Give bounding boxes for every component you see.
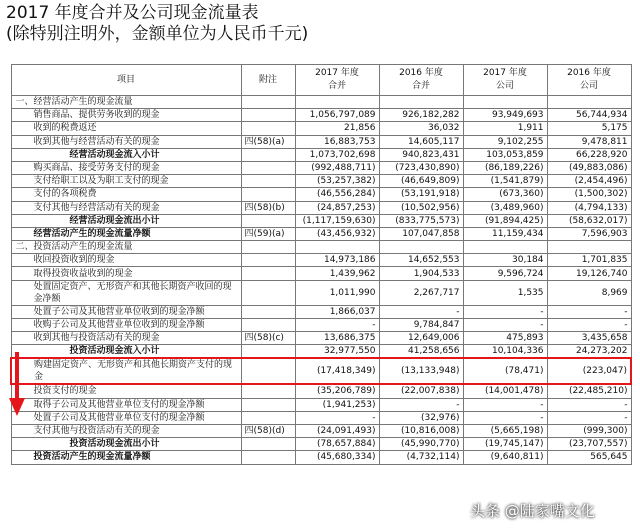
row-value: -	[547, 305, 631, 318]
row-label: 收购子公司及其他营业单位收到的现金净额	[11, 318, 241, 331]
row-value: 11,159,434	[463, 227, 547, 240]
row-note	[241, 241, 295, 254]
page-subtitle: (除特别注明外，金额单位为人民币千元)	[6, 24, 309, 44]
row-value: (833,775,573)	[379, 214, 463, 227]
table-row	[11, 280, 631, 305]
row-label: 投资支付的现金	[11, 384, 241, 398]
row-note	[241, 398, 295, 411]
row-label: 处置子公司及其他营业单位支付的现金净额	[11, 411, 241, 424]
table-row	[11, 161, 631, 174]
row-value: 19,126,740	[547, 267, 631, 280]
table-row	[11, 227, 631, 240]
row-value: (223,047)	[547, 358, 631, 384]
row-note	[241, 451, 295, 464]
table-row	[11, 358, 631, 384]
row-value: 14,973,186	[295, 254, 379, 267]
table-row	[11, 214, 631, 227]
row-label: 支付的各项税费	[11, 188, 241, 201]
row-value: (22,485,210)	[547, 384, 631, 398]
row-value: (58,632,017)	[547, 214, 631, 227]
row-value: 1,904,533	[379, 267, 463, 280]
row-note	[241, 96, 295, 109]
row-value	[547, 241, 631, 254]
cash-flow-table	[10, 64, 632, 465]
row-note	[241, 358, 295, 384]
row-value: (35,206,789)	[295, 384, 379, 398]
row-value: (3,489,960)	[463, 201, 547, 214]
row-note	[241, 438, 295, 451]
row-label: 购建固定资产、无形资产和其他长期资产支付的现金	[11, 358, 241, 384]
row-note	[241, 109, 295, 122]
header-note: 附注	[241, 65, 295, 96]
table-row	[11, 332, 631, 345]
row-value: -	[295, 318, 379, 331]
row-value: 565,645	[547, 451, 631, 464]
row-value: (45,680,334)	[295, 451, 379, 464]
page-title: 2017 年度合并及公司现金流量表	[6, 3, 259, 23]
row-label: 经营活动现金流入小计	[11, 148, 241, 161]
row-value: 13,686,375	[295, 332, 379, 345]
row-value: (43,456,932)	[295, 227, 379, 240]
row-value: 7,596,903	[547, 227, 631, 240]
row-label: 处置子公司及其他营业单位收到的现金净额	[11, 305, 241, 318]
row-value: (4,732,114)	[379, 451, 463, 464]
row-value: 32,977,550	[295, 345, 379, 359]
row-note	[241, 214, 295, 227]
row-value: (78,657,884)	[295, 438, 379, 451]
row-value: 8,969	[547, 280, 631, 305]
row-value: -	[379, 398, 463, 411]
table-row	[11, 122, 631, 135]
table-row	[11, 384, 631, 398]
table-row	[11, 201, 631, 214]
row-label: 支付其他与经营活动有关的现金	[11, 201, 241, 214]
row-value	[295, 241, 379, 254]
header-item: 项目	[11, 65, 241, 96]
table-row	[11, 267, 631, 280]
row-label: 投资活动产生的现金流量净额	[11, 451, 241, 464]
row-value: (999,300)	[547, 424, 631, 437]
row-note	[241, 411, 295, 424]
header-2017-consolidated: 2017 年度 合并	[295, 65, 379, 96]
row-label: 购买商品、接受劳务支付的现金	[11, 161, 241, 174]
row-note	[241, 280, 295, 305]
row-value: 36,032	[379, 122, 463, 135]
table-row	[11, 135, 631, 148]
row-note: 四(58)(a)	[241, 135, 295, 148]
row-value	[463, 241, 547, 254]
row-value: 9,102,255	[463, 135, 547, 148]
row-value: -	[295, 411, 379, 424]
row-value: 3,435,658	[547, 332, 631, 345]
header-2016-company: 2016 年度 公司	[547, 65, 631, 96]
table-header-row	[11, 65, 631, 96]
row-value: 30,184	[463, 254, 547, 267]
row-value: 107,047,858	[379, 227, 463, 240]
row-value: 940,823,431	[379, 148, 463, 161]
row-value: (91,894,425)	[463, 214, 547, 227]
row-value: 2,267,717	[379, 280, 463, 305]
row-value: 1,073,702,698	[295, 148, 379, 161]
row-label: 支付其他与投资活动有关的现金	[11, 424, 241, 437]
row-note: 四(58)(c)	[241, 332, 295, 345]
row-value: (24,857,253)	[295, 201, 379, 214]
row-value: 24,273,202	[547, 345, 631, 359]
row-value	[379, 241, 463, 254]
row-value: 16,883,753	[295, 135, 379, 148]
table-row	[11, 148, 631, 161]
row-value: (23,707,557)	[547, 438, 631, 451]
row-value: (19,745,147)	[463, 438, 547, 451]
row-label: 投资活动现金流入小计	[11, 345, 241, 359]
row-value: -	[463, 411, 547, 424]
row-note	[241, 267, 295, 280]
row-value: (45,990,770)	[379, 438, 463, 451]
row-value: -	[547, 318, 631, 331]
row-note	[241, 345, 295, 359]
row-value: (22,007,838)	[379, 384, 463, 398]
row-value: 12,649,006	[379, 332, 463, 345]
row-value: 1,866,037	[295, 305, 379, 318]
row-value: 14,605,117	[379, 135, 463, 148]
row-value	[379, 96, 463, 109]
row-label: 取得子公司及其他营业单位支付的现金净额	[11, 398, 241, 411]
row-note	[241, 148, 295, 161]
red-down-arrow-icon	[9, 352, 25, 416]
row-value: (723,430,890)	[379, 161, 463, 174]
row-label: 处置固定资产、无形资产和其他长期资产收回的现金净额	[11, 280, 241, 305]
row-note	[241, 161, 295, 174]
row-value: 21,856	[295, 122, 379, 135]
row-value: (49,883,086)	[547, 161, 631, 174]
row-label: 销售商品、提供劳务收到的现金	[11, 109, 241, 122]
row-value: 66,228,920	[547, 148, 631, 161]
row-value: (32,976)	[379, 411, 463, 424]
row-value: (46,556,284)	[295, 188, 379, 201]
row-value: 926,182,282	[379, 109, 463, 122]
row-value: -	[379, 305, 463, 318]
row-label: 经营活动现金流出小计	[11, 214, 241, 227]
row-value: -	[463, 318, 547, 331]
row-label: 支付给职工以及为职工支付的现金	[11, 175, 241, 188]
row-label: 一、经营活动产生的现金流量	[11, 96, 241, 109]
row-value: 1,011,990	[295, 280, 379, 305]
row-value: (992,488,711)	[295, 161, 379, 174]
row-value: 1,535	[463, 280, 547, 305]
row-label: 取得投资收益收到的现金	[11, 267, 241, 280]
row-value: (673,360)	[463, 188, 547, 201]
table-row	[11, 398, 631, 411]
row-label: 二、投资活动产生的现金流量	[11, 241, 241, 254]
row-value: 103,053,859	[463, 148, 547, 161]
row-value: (46,649,809)	[379, 175, 463, 188]
row-value: (4,794,133)	[547, 201, 631, 214]
table-row	[11, 345, 631, 359]
table-row	[11, 305, 631, 318]
row-value: (86,189,226)	[463, 161, 547, 174]
row-value: (10,816,008)	[379, 424, 463, 437]
row-value: 9,478,811	[547, 135, 631, 148]
row-value: (1,500,302)	[547, 188, 631, 201]
header-2017-company: 2017 年度 公司	[463, 65, 547, 96]
row-value: (9,640,811)	[463, 451, 547, 464]
table-row	[11, 109, 631, 122]
row-note	[241, 175, 295, 188]
row-value: (78,471)	[463, 358, 547, 384]
row-note	[241, 254, 295, 267]
row-value	[463, 96, 547, 109]
table-row	[11, 411, 631, 424]
row-value: -	[547, 398, 631, 411]
row-value: (1,541,879)	[463, 175, 547, 188]
row-value: -	[463, 398, 547, 411]
row-label: 收到其他与投资活动有关的现金	[11, 332, 241, 345]
row-value: 1,701,835	[547, 254, 631, 267]
row-value: (10,502,956)	[379, 201, 463, 214]
table-row	[11, 254, 631, 267]
row-value: (5,665,198)	[463, 424, 547, 437]
row-note: 四(58)(d)	[241, 424, 295, 437]
row-value: -	[463, 305, 547, 318]
row-label: 收到其他与经营活动有关的现金	[11, 135, 241, 148]
row-label: 经营活动产生的现金流量净额	[11, 227, 241, 240]
table-row	[11, 175, 631, 188]
row-value: 5,175	[547, 122, 631, 135]
row-value: 9,784,847	[379, 318, 463, 331]
table-row	[11, 96, 631, 109]
table-row	[11, 188, 631, 201]
row-value: 475,893	[463, 332, 547, 345]
row-value: 1,439,962	[295, 267, 379, 280]
row-value: (2,454,496)	[547, 175, 631, 188]
row-value: (53,191,918)	[379, 188, 463, 201]
row-value: (1,117,159,630)	[295, 214, 379, 227]
table-row	[11, 451, 631, 464]
watermark: 头条 @陆家嘴文化	[470, 502, 595, 520]
row-label: 收回投资收到的现金	[11, 254, 241, 267]
row-value: 56,744,934	[547, 109, 631, 122]
row-value	[547, 96, 631, 109]
row-note	[241, 188, 295, 201]
row-note: 四(58)(b)	[241, 201, 295, 214]
table-row	[11, 438, 631, 451]
row-note	[241, 384, 295, 398]
row-value	[295, 96, 379, 109]
row-value: (17,418,349)	[295, 358, 379, 384]
row-value: (53,257,382)	[295, 175, 379, 188]
header-2016-consolidated: 2016 年度 合并	[379, 65, 463, 96]
table-row	[11, 424, 631, 437]
row-value: (14,001,478)	[463, 384, 547, 398]
table-row	[11, 241, 631, 254]
row-note	[241, 305, 295, 318]
row-label: 收到的税费返还	[11, 122, 241, 135]
row-note: 四(59)(a)	[241, 227, 295, 240]
row-value: (24,091,493)	[295, 424, 379, 437]
row-value: 41,258,656	[379, 345, 463, 359]
row-value: -	[547, 411, 631, 424]
row-note	[241, 122, 295, 135]
row-note	[241, 318, 295, 331]
row-value: (1,941,253)	[295, 398, 379, 411]
row-value: 9,596,724	[463, 267, 547, 280]
table-row	[11, 318, 631, 331]
row-value: 14,652,553	[379, 254, 463, 267]
row-value: 10,104,336	[463, 345, 547, 359]
row-value: 1,056,797,089	[295, 109, 379, 122]
row-value: (13,133,948)	[379, 358, 463, 384]
row-value: 93,949,693	[463, 109, 547, 122]
row-label: 投资活动现金流出小计	[11, 438, 241, 451]
row-value: 1,911	[463, 122, 547, 135]
